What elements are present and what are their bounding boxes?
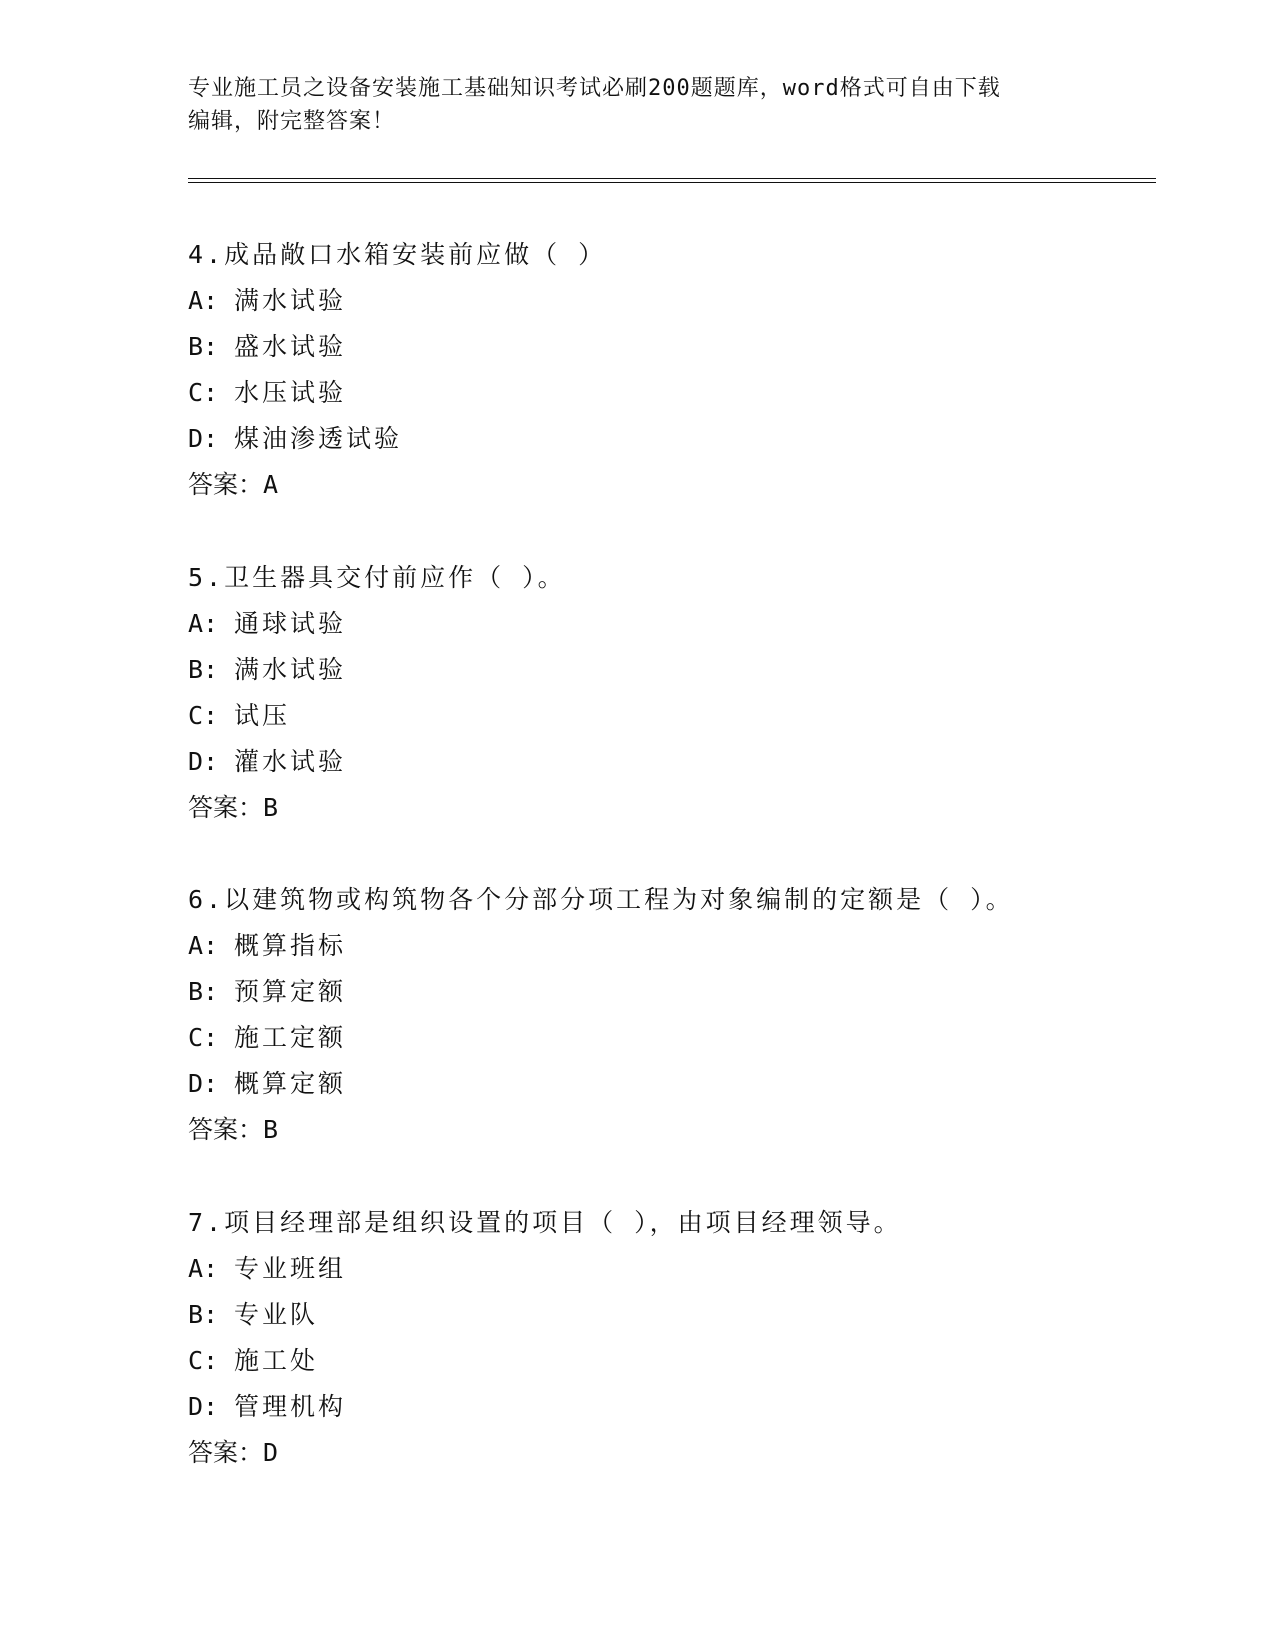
answer-line <box>188 785 1138 831</box>
option-text: 灌水试验 <box>234 747 347 776</box>
question-block <box>188 877 1138 1153</box>
option-label: B: <box>188 1300 219 1329</box>
option-label: A: <box>188 931 219 960</box>
option-text: 管理机构 <box>234 1392 347 1421</box>
option-d <box>188 416 1138 462</box>
option-b <box>188 647 1138 693</box>
question-title: 4.成品敞口水箱安装前应做（ ） <box>188 240 607 269</box>
option-label: C: <box>188 1023 219 1052</box>
answer-line <box>188 1107 1138 1153</box>
answer-value: B <box>263 793 279 822</box>
question-block <box>188 232 1138 508</box>
option-text: 专业队 <box>234 1300 319 1329</box>
option-label: D: <box>188 747 219 776</box>
option-d <box>188 1061 1138 1107</box>
document-header <box>188 72 1088 138</box>
answer-label: 答案： <box>188 1115 264 1144</box>
option-c <box>188 693 1138 739</box>
option-label: B: <box>188 332 219 361</box>
option-a <box>188 1246 1138 1292</box>
option-a <box>188 601 1138 647</box>
option-d <box>188 1384 1138 1430</box>
question-title: 7.项目经理部是组织设置的项目（ ），由项目经理领导。 <box>188 1208 902 1237</box>
answer-label: 答案： <box>188 793 264 822</box>
option-text: 预算定额 <box>234 977 347 1006</box>
answer-value: A <box>263 470 279 499</box>
option-text: 概算定额 <box>234 1069 347 1098</box>
answer-value: D <box>263 1438 279 1467</box>
option-text: 水压试验 <box>234 378 347 407</box>
answer-label: 答案： <box>188 1438 264 1467</box>
header-line-1: 专业施工员之设备安装施工基础知识考试必刷200题题库，word格式可自由下载 <box>188 76 1001 101</box>
question-title: 5.卫生器具交付前应作（ ）。 <box>188 563 566 592</box>
option-label: C: <box>188 701 219 730</box>
option-label: B: <box>188 655 219 684</box>
answer-line <box>188 1430 1138 1476</box>
option-a <box>188 923 1138 969</box>
question-title: 6.以建筑物或构筑物各个分部分项工程为对象编制的定额是（ ）。 <box>188 885 1014 914</box>
answer-value: B <box>263 1115 279 1144</box>
option-label: D: <box>188 424 219 453</box>
option-a <box>188 278 1138 324</box>
option-label: A: <box>188 286 219 315</box>
answer-line <box>188 462 1138 508</box>
header-divider-top <box>188 178 1156 179</box>
option-text: 通球试验 <box>234 609 347 638</box>
option-label: C: <box>188 1346 219 1375</box>
option-label: D: <box>188 1392 219 1421</box>
header-divider-bottom <box>188 182 1156 183</box>
option-c <box>188 370 1138 416</box>
option-text: 概算指标 <box>234 931 347 960</box>
option-b <box>188 324 1138 370</box>
option-text: 专业班组 <box>234 1254 347 1283</box>
option-b <box>188 969 1138 1015</box>
option-text: 煤油渗透试验 <box>234 424 403 453</box>
option-c <box>188 1338 1138 1384</box>
header-line-2: 编辑，附完整答案！ <box>188 109 396 134</box>
option-label: A: <box>188 609 219 638</box>
answer-label: 答案： <box>188 470 264 499</box>
option-label: B: <box>188 977 219 1006</box>
option-text: 施工定额 <box>234 1023 347 1052</box>
option-label: C: <box>188 378 219 407</box>
option-text: 试压 <box>234 701 291 730</box>
option-text: 满水试验 <box>234 286 347 315</box>
option-label: D: <box>188 1069 219 1098</box>
option-c <box>188 1015 1138 1061</box>
option-b <box>188 1292 1138 1338</box>
question-block <box>188 1200 1138 1476</box>
option-text: 满水试验 <box>234 655 347 684</box>
option-text: 盛水试验 <box>234 332 347 361</box>
option-d <box>188 739 1138 785</box>
option-text: 施工处 <box>234 1346 319 1375</box>
option-label: A: <box>188 1254 219 1283</box>
question-block <box>188 555 1138 831</box>
